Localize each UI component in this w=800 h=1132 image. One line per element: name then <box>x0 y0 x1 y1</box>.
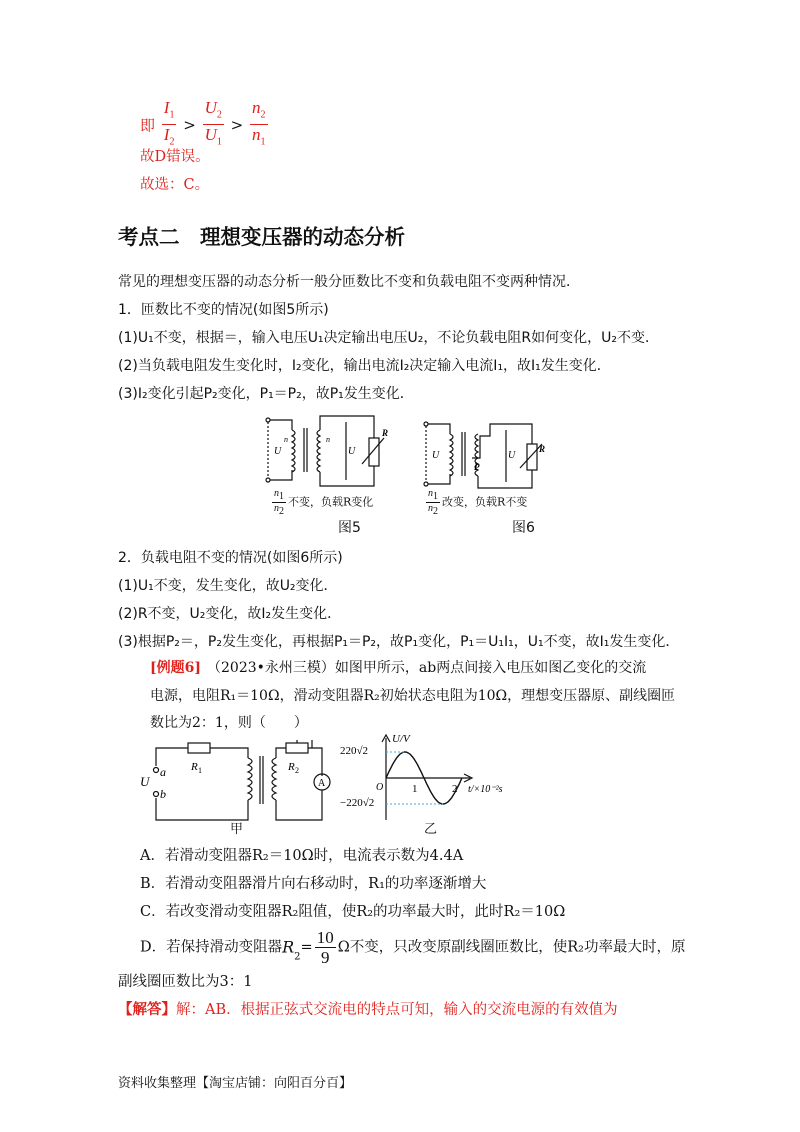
example-line-2: 电源，电阻R₁＝10Ω，滑动变阻器R₂初始状态电阻为10Ω，理想变压器原、副线圈匝 <box>150 688 676 704</box>
svg-text:n: n <box>284 435 288 444</box>
svg-text:n: n <box>326 435 330 444</box>
x-axis-label: t/×10⁻²s <box>468 784 503 795</box>
case1-title: 1．匝数比不变的情况(如图5所示) <box>118 302 329 318</box>
line-answer: 故选：C。 <box>140 177 210 193</box>
figure-5-label: 图5 <box>338 520 361 536</box>
label-jia: 甲 <box>230 822 244 837</box>
footer: 资料收集整理【淘宝店铺：向阳百分百】 <box>118 1076 353 1091</box>
line-d-wrong: 故D错误。 <box>140 149 210 165</box>
svg-text:2: 2 <box>295 766 299 775</box>
case1-item-3: (3)I₂变化引起P₂变化，P₁＝P₂，故P₁发生变化． <box>118 386 414 402</box>
svg-text:a: a <box>160 765 166 779</box>
ratio-formula <box>140 98 270 152</box>
svg-text:1: 1 <box>198 766 202 775</box>
svg-text:P: P <box>474 462 480 472</box>
svg-text:U: U <box>274 446 282 457</box>
fraction-n: $\frac{n_2}{n_1}$ <box>252 98 266 148</box>
y-axis-label: U/V <box>392 733 410 745</box>
section-intro: 常见的理想变压器的动态分析一般分匝数比不变和负载电阻不变两种情况． <box>118 274 580 290</box>
fraction-u: $\frac{U_2}{U_1}$ <box>204 98 222 148</box>
formula-prefix: 即 <box>140 116 156 135</box>
option-d: D．若保持滑动变阻器$R_2=$ $\frac{10}{9}$ Ω不变，只改变原副线圈匝数比，使R₂功率最大时，原 <box>140 928 686 967</box>
svg-text:b: b <box>160 787 166 801</box>
figure-6-label: 图6 <box>512 520 535 536</box>
svg-text:R: R <box>539 444 546 454</box>
circuit-jia <box>140 740 350 830</box>
op-gt-1: > <box>183 115 196 134</box>
figure-6-caption: $\frac{n_1}{n_2}$ 改变，负载R不变 <box>428 488 528 517</box>
case1-item-1: (1)U₁不变，根据＝，输入电压U₁决定输出电压U₂，不论负载电阻R如何变化，U₂不变． <box>118 330 659 346</box>
option-d-line-2: 副线圈匝数比为3：1 <box>118 974 253 990</box>
y-max-label: 220√2 <box>340 745 369 757</box>
case2-title: 2．负载电阻不变的情况(如图6所示) <box>118 550 343 566</box>
chart-voltage-sine <box>340 730 520 830</box>
op-gt-2: > <box>230 115 244 134</box>
svg-text:U: U <box>348 446 356 457</box>
fraction-i: $\frac{I_1}{I_2}$ <box>163 98 175 148</box>
option-c: C．若改变滑动变阻器R₂阻值，使R₂的功率最大时，此时R₂＝10Ω <box>140 904 566 920</box>
svg-text:R: R <box>288 761 295 773</box>
y-min-label: −220√2 <box>340 797 375 809</box>
case2-item-3: (3)根据P₂＝，P₂发生变化，再根据P₁＝P₂，故P₁变化，P₁＝U₁I₁，U₁不变，故I₁发生变化． <box>118 634 680 650</box>
example-line-1: [例题6] （2023•永州三模）如图甲所示，ab两点间接入电压如图乙变化的交流 <box>150 660 647 676</box>
case2-item-1: (1)U₁不变，发生变化，故U₂变化． <box>118 578 338 594</box>
svg-text:R: R <box>191 761 198 773</box>
section-title: 考点二 理想变压器的动态分析 <box>118 225 405 249</box>
answer-tag: 【解答】 <box>118 1001 176 1018</box>
option-b: B．若滑动变阻器滑片向右移动时，R₁的功率逐渐增大 <box>140 876 487 892</box>
tick-1-label: 1 <box>412 783 418 795</box>
example-line-3: 数比为2：1，则（ ） <box>150 715 308 731</box>
option-a: A．若滑动变阻器R₂＝10Ω时，电流表示数为4.4A <box>140 848 464 864</box>
label-yi: 乙 <box>424 822 438 837</box>
svg-text:A: A <box>318 778 326 789</box>
svg-text:U: U <box>508 450 516 461</box>
case2-item-2: (2)R不变，U₂变化，故I₂发生变化． <box>118 606 342 622</box>
origin-label: O <box>376 782 384 793</box>
figure-5-caption: $\frac{n_1}{n_2}$ 不变，负载R变化 <box>274 488 374 517</box>
svg-text:U: U <box>432 450 440 461</box>
svg-text:R: R <box>382 428 389 438</box>
example-tag: [例题6] <box>150 660 201 676</box>
svg-text:U: U <box>140 774 150 789</box>
tick-2-label: 2 <box>452 783 458 795</box>
answer-line: 【解答】解：AB．根据正弦式交流电的特点可知，输入的交流电源的有效值为 <box>118 1001 618 1018</box>
case1-item-2: (2)当负载电阻发生变化时，I₂变化，输出电流I₂决定输入电流I₁，故I₁发生变化． <box>118 358 611 374</box>
